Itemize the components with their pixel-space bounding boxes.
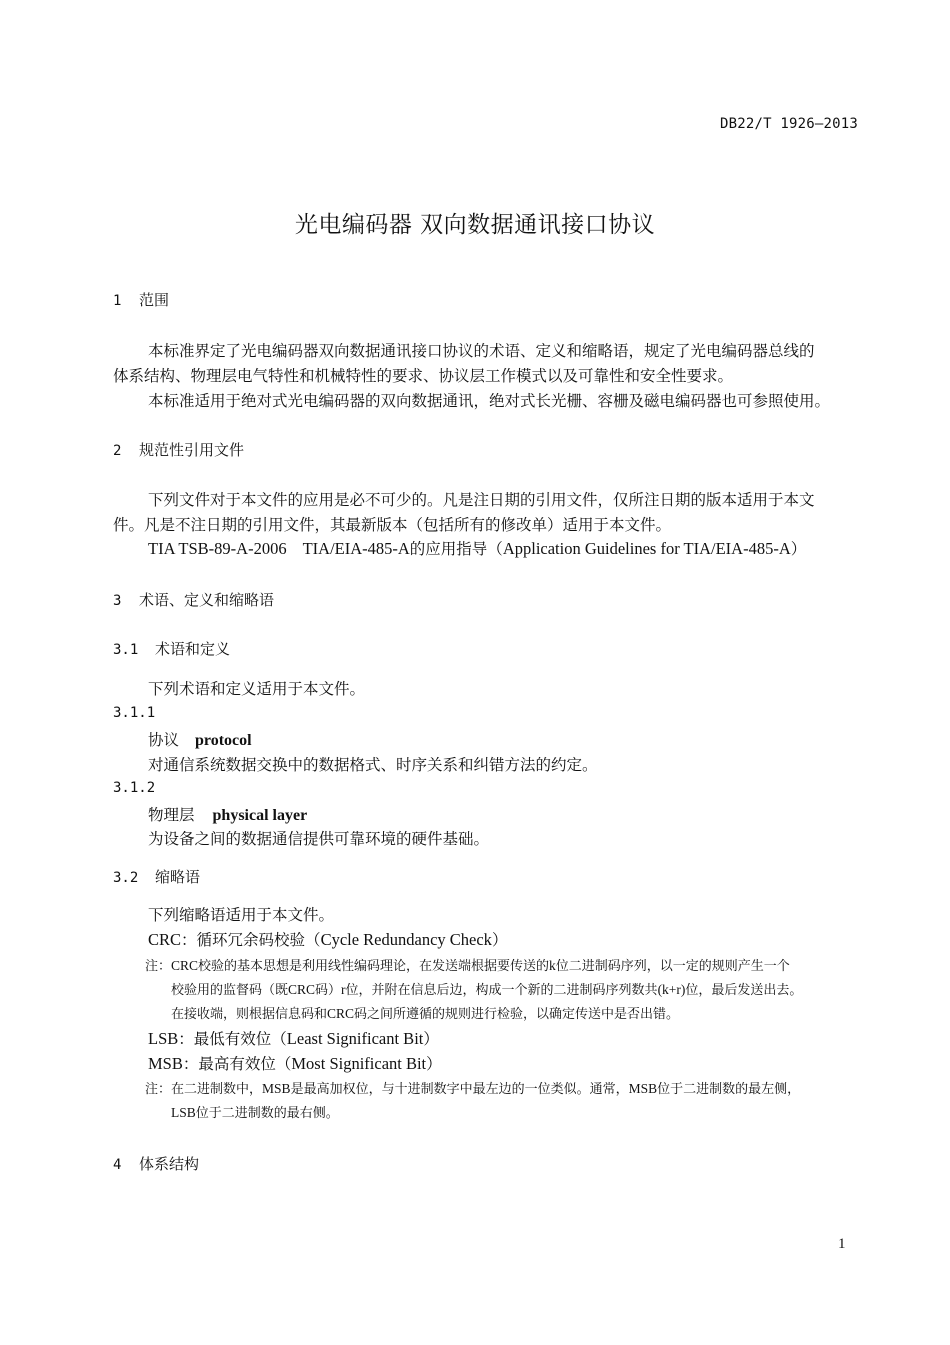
page-number: 1 <box>838 1236 846 1252</box>
note-line: 在接收端，则根据信息码和CRC码之间所遵循的规则进行检验，以确定传送中是否出错。 <box>171 1006 680 1022</box>
normative-reference: TIA TSB-89-A-2006 TIA/EIA-485-A的应用指导（Application Guidelines for TIA/EIA-485-A） <box>148 539 807 558</box>
reference-code: TIA TSB-89-A-2006 <box>148 539 287 558</box>
term-definition: 为设备之间的数据通信提供可靠环境的硬件基础。 <box>148 830 490 848</box>
term-en: protocol <box>195 732 252 749</box>
section-title: 术语和定义 <box>155 640 231 658</box>
paragraph-line: 件。凡是不注日期的引用文件，其最新版本（包括所有的修改单）适用于本文件。 <box>113 516 672 534</box>
paragraph-line: 下列缩略语适用于本文件。 <box>148 906 335 924</box>
section-3-1-heading <box>113 638 230 659</box>
term-number: 3.1.1 <box>113 705 156 721</box>
section-1-heading <box>113 289 169 310</box>
paragraph-line: 本标准界定了光电编码器双向数据通讯接口协议的术语、定义和缩略语，规定了光电编码器总线的 <box>148 342 815 360</box>
term-cn: 物理层 <box>148 806 195 824</box>
section-title: 缩略语 <box>155 868 201 886</box>
note-line: 注：在二进制数中，MSB是最高加权位，与十进制数字中最左边的一位类似。通常，MSB位于二进制数的最左侧， <box>145 1081 801 1097</box>
term-number: 3.1.2 <box>113 780 156 796</box>
paragraph-line: 下列术语和定义适用于本文件。 <box>148 680 366 698</box>
paragraph-line: 下列文件对于本文件的应用是必不可少的。凡是注日期的引用文件，仅所注日期的版本适用于本文 <box>148 491 815 509</box>
term-entry <box>148 803 307 825</box>
note-line: LSB位于二进制数的最右侧。 <box>171 1105 339 1121</box>
note-line: 校验用的监督码（既CRC码）r位，并附在信息后边，构成一个新的二进制码序列数共(k+r)位，最后发送出去。 <box>171 982 803 998</box>
section-title: 体系结构 <box>139 1155 200 1173</box>
term-en: physical layer <box>212 807 308 824</box>
standard-code: DB22/T 1926—2013 <box>719 116 858 132</box>
abbreviation-msb: MSB：最高有效位（Most Significant Bit） <box>148 1054 442 1073</box>
section-4-heading <box>113 1153 199 1174</box>
abbreviation-crc: CRC：循环冗余码校验（Cycle Redundancy Check） <box>148 930 508 949</box>
reference-standard: TIA/EIA-485-A <box>302 539 410 558</box>
reference-title-en: Application Guidelines for TIA/EIA-485-A <box>502 539 791 558</box>
section-3-heading <box>113 589 274 610</box>
section-number: 1 <box>113 293 122 309</box>
section-title: 规范性引用文件 <box>139 441 245 459</box>
abbreviation-lsb: LSB：最低有效位（Least Significant Bit） <box>148 1029 439 1048</box>
section-number: 4 <box>113 1157 122 1173</box>
term-entry <box>148 728 252 750</box>
paragraph-line: 本标准适用于绝对式光电编码器的双向数据通讯，绝对式长光栅、容栅及磁电编码器也可参照使用。 <box>148 392 831 410</box>
note-line: 注：CRC校验的基本思想是利用线性编码理论，在发送端根据要传送的k位二进制码序列，以一定的规则产生一个 <box>145 958 790 974</box>
term-cn: 协议 <box>148 731 180 749</box>
section-number: 3 <box>113 593 122 609</box>
section-title: 范围 <box>139 291 170 309</box>
section-title: 术语、定义和缩略语 <box>139 591 275 609</box>
paragraph-line: 体系结构、物理层电气特性和机械特性的要求、协议层工作模式以及可靠性和安全性要求。 <box>113 367 734 385</box>
note-label: 注： <box>145 959 172 974</box>
section-2-heading <box>113 439 244 460</box>
section-number: 2 <box>113 443 122 459</box>
note-label: 注： <box>145 1082 172 1097</box>
section-number: 3.2 <box>113 870 139 886</box>
section-3-2-heading <box>113 866 200 887</box>
term-definition: 对通信系统数据交换中的数据格式、时序关系和纠错方法的约定。 <box>148 756 598 774</box>
document-title: 光电编码器 双向数据通讯接口协议 <box>294 212 656 238</box>
section-number: 3.1 <box>113 642 139 658</box>
